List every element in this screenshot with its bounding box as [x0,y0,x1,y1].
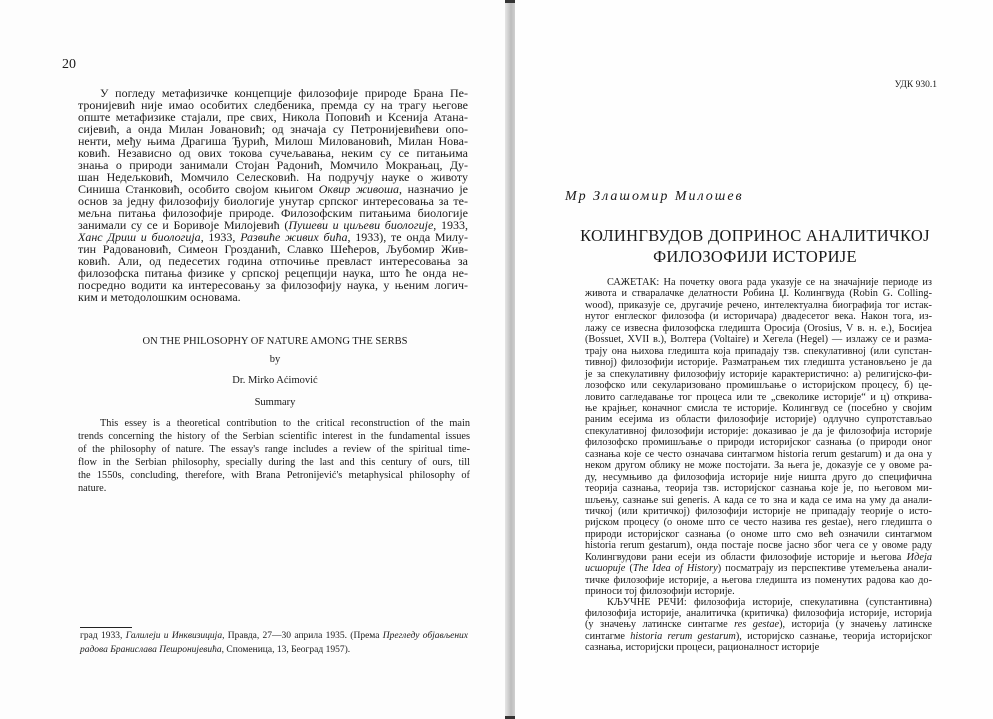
text-span: лажу се извесна филозофска гледишта Оросија (Orosius, V в. н. е.), Босијеа [585,322,932,334]
text-line [585,608,932,619]
text-span: ријском процесу (о ономе што се често назива res gestae), него гледишта о [585,517,932,529]
text-line [585,563,932,574]
text-line [585,323,932,334]
text-span: тичкој (или критичкој) филозофији историје не припадају теорије о исто- [585,506,932,517]
text-span: ) посматрају из перспективе утемељења анали- [717,563,932,575]
text-line [585,517,932,528]
text-span: historia rerum gestarum), онда постаје посве јасно због чега се у овоме раду [585,540,932,552]
text-line [78,457,470,468]
text-line [585,437,932,448]
text-line [100,418,470,429]
text-line [585,619,932,630]
italic-text: радова Бранислава Пешронијевића [80,645,222,655]
text-span: тивној) филозофији историје. Разматрањем тих гледишта установљено је да [585,357,932,369]
article-title-line: ФИЛОЗОФИЈИ ИСТОРИЈЕ [653,247,857,266]
text-span: flow in the Serbian philosophy, specially during the last and this century of ours, till [78,457,470,468]
text-line [585,403,932,414]
italic-text: Ханс Дриш и биологија [78,230,201,244]
text-line [585,642,932,653]
text-span: ковић. Независно од ових токова сучељавања, неким су се питањима [78,146,468,160]
text-span: је за спекулативну филозофију историје карактеристично: а) религијско-фи- [585,368,932,380]
page-number: 20 [62,57,76,72]
text-span: ), историјско сазнање, теорија историјског [735,630,932,642]
text-span: wood), приказује се, другачије речено, интелектуална биографија тог истак- [585,299,932,311]
text-span: тин Радовановић, Симеон Грозданић, Славко Шећеров, Љубомир Жив- [78,242,468,256]
text-span: лозофско или секуларизовано промишљање о историјском процесу, б) це- [585,380,932,392]
article-title-line: КОЛИНГВУДОВ ДОПРИНОС АНАЛИТИЧКОЈ [580,226,930,245]
text-span: теорија сазнања, теорија тзв. историјског сазнања које је, по његовом ми- [585,483,932,495]
text-line [585,392,932,403]
text-span: шљењу, сазнање sui generis. А када се то зна и када се има на уму да анали- [585,494,932,506]
text-span: ловито сагледавање тог процеса или те „свеколике историје“ и ц) открива- [585,391,932,403]
text-span: Синиша Станковић, особито својом књигом [78,182,319,196]
text-span: неком другом облику не може постојати. За њега је, доказује се у овоме ра- [585,460,932,472]
text-span: , 1933, [433,218,469,232]
text-span: основ за једну филозофију биологије унутар српског интересовања за те- [78,194,468,208]
text-span: живота и стваралачке делатности Робина Џ. Колингвуда (Robin G. Colling- [585,288,932,300]
text-span: (Bossuet, XVII в.), Волтера (Voltaire) и Хегела (Hegel) — излажу се и разма- [585,334,932,346]
text-span: синтагме [585,630,631,642]
text-line [78,444,470,455]
text-span: ( [625,563,633,575]
text-span: нутог енглеског филозофа (и историчара) двадесетог века. Након тога, из- [585,311,932,323]
text-line [585,334,932,345]
text-line [80,631,468,641]
text-span: This essey is a theoretical contribution to the critical reconstruction of the main [100,418,470,429]
text-line [585,346,932,357]
text-span: Колингвудови рани есеји из области филозофије историје и његова [585,551,907,563]
text-span: опште метафизике стајали, пре свих, Никола Поповић и Ксенија Атана- [78,110,468,124]
text-span: САЖЕТАК: На почетку овога рада указује се на значајније периоде из [607,277,932,288]
text-line [585,449,932,460]
text-line [585,586,932,597]
text-line [78,290,468,305]
text-span: (у значењу латинске синтагме [585,619,735,631]
text-span: КЉУЧНЕ РЕЧИ: филозофија историје, спекулативна (супстантивна) [607,597,932,608]
text-line [80,645,468,655]
text-line [585,357,932,368]
summary-author: Dr. Mirko Aćimović [232,375,318,386]
text-span: , назначио је [399,182,469,196]
text-span: trends concerning the history of the Serbian scientific interest in the fundamental issues [78,431,470,442]
text-line [585,300,932,311]
text-span: of the philosophy of nature. The essay's range includes a review of the spiritual time- [78,444,470,455]
text-line [78,470,470,481]
summary-heading: Summary [254,397,296,408]
text-span: , 1933, [200,230,241,244]
text-span: ду, несумњиво да филозофија историје није ништа друго до специфична [585,471,932,483]
text-span: тичке филозофије историје, а његова гледишта из поменутих радова као до- [585,574,932,586]
text-line [585,529,932,540]
text-span: трају она њихова гледишта која припадају тзв. спекулативној (или супстан- [585,345,932,357]
text-span: ким и методолошким основама. [78,290,241,304]
text-line [585,311,932,322]
text-span: раним есејима из области филозофије историје) одлучно супротстављао [585,414,932,426]
text-span: ненти, међу њима Драгиша Ђурић, Милош Миловановић, Милан Нова- [78,134,468,148]
text-span: ), историја (у значењу латинске [779,619,932,631]
italic-text: res gestae [734,619,780,631]
summary-title: ON THE PHILOSOPHY OF NATURE AMONG THE SERBS [142,336,408,347]
text-line [585,288,932,299]
text-span: У погледу метафизичке концепције филозофије природе Брана Пе- [100,86,468,100]
text-line [78,483,470,494]
text-line [585,426,932,437]
text-line [585,369,932,380]
text-span: ње крајњег, коначног смисла те историје. Колингвуд се (посебно у својим [585,402,932,414]
italic-text: Прегледу објављених [382,631,468,641]
italic-text: historia rerum gestarum [630,630,736,642]
text-span: филозофија историје, аналитичка (критичка) филозофија историје, историја [585,608,932,620]
text-line [585,631,932,642]
text-span: тронијевић није имао особитих следбеника, премда су на трагу његове [78,98,468,112]
italic-text: Оквир живоша [318,182,400,196]
text-span: the 1550s, concluding, therefore, with Brana Petronijević's metaphysical philosophy of [78,470,470,481]
text-line [585,472,932,483]
italic-text: Пушеви и циљеви биологије [288,218,434,232]
italic-text: исшорије [585,563,626,575]
text-span: сијевић, а онда Милан Јовановић; од значаја су Петронијевићеви опо- [78,122,468,136]
text-span: знања о природи занимали Стојан Радонић, Момчило Мокрањац, Ду- [78,158,468,172]
text-span: спекулативној филозофији историје: доказивао је да је филозофија историје [585,425,932,437]
text-span: занимали су се и Боривоје Милојевић ( [78,218,289,232]
text-span: град 1933, [80,631,126,641]
text-line [585,460,932,471]
footnote-divider [80,627,132,628]
italic-text: The Idea of History [632,563,718,575]
text-span: сазнања које се често означава синтагмом historia rerum gestarum) и да она у [585,448,932,460]
right-page [515,0,993,719]
text-line [585,495,932,506]
text-line [585,540,932,551]
article-author: Мр Злашомир Милошев [565,189,744,204]
text-line [585,483,932,494]
text-span: филозофска питања физике у српској рецепцији наука, што ће онда не- [78,266,468,280]
text-line [607,597,932,608]
text-span: , Правда, 27—30 априла 1935. (Према [222,631,383,641]
text-span: , Споменица, 13, Београд 1957). [221,645,351,655]
text-line [78,431,470,442]
text-line [585,380,932,391]
summary-by: by [269,354,281,365]
text-span: мељна питања филозофије природе. Филозофским питањима биологије [78,206,468,220]
italic-text: Галилеји и Инквизиција [125,631,223,641]
text-line [585,506,932,517]
text-span: посредно водити ка интересовању за филозофију наука, у њеним логич- [78,278,468,292]
text-line [585,552,932,563]
text-line [585,414,932,425]
italic-text: Развиће живих бића [240,230,348,244]
text-line [607,277,932,288]
text-span: шан Недељковић, Момчило Селесковић. На подручју науке о животу [78,170,468,184]
text-span: , 1933), те онда Милу- [347,230,469,244]
text-span: nature. [78,483,107,494]
italic-text: Идеја [906,551,932,563]
text-span: сазнања, историјски процеси, рационалност историје [585,641,820,653]
text-span: филозофско промишљање о природи историјског сазнања (о природи оног [585,437,932,449]
text-span: природи историјског сазнања (о ономе што смо већ означили синтагмом [585,528,932,540]
text-span: ковић. Али, од педесетих година отпочиње превласт интересовања за [78,254,468,268]
text-span: приноси тој филозофији историје. [585,586,735,598]
udc-code: УДК 930.1 [894,80,937,90]
text-line [585,575,932,586]
